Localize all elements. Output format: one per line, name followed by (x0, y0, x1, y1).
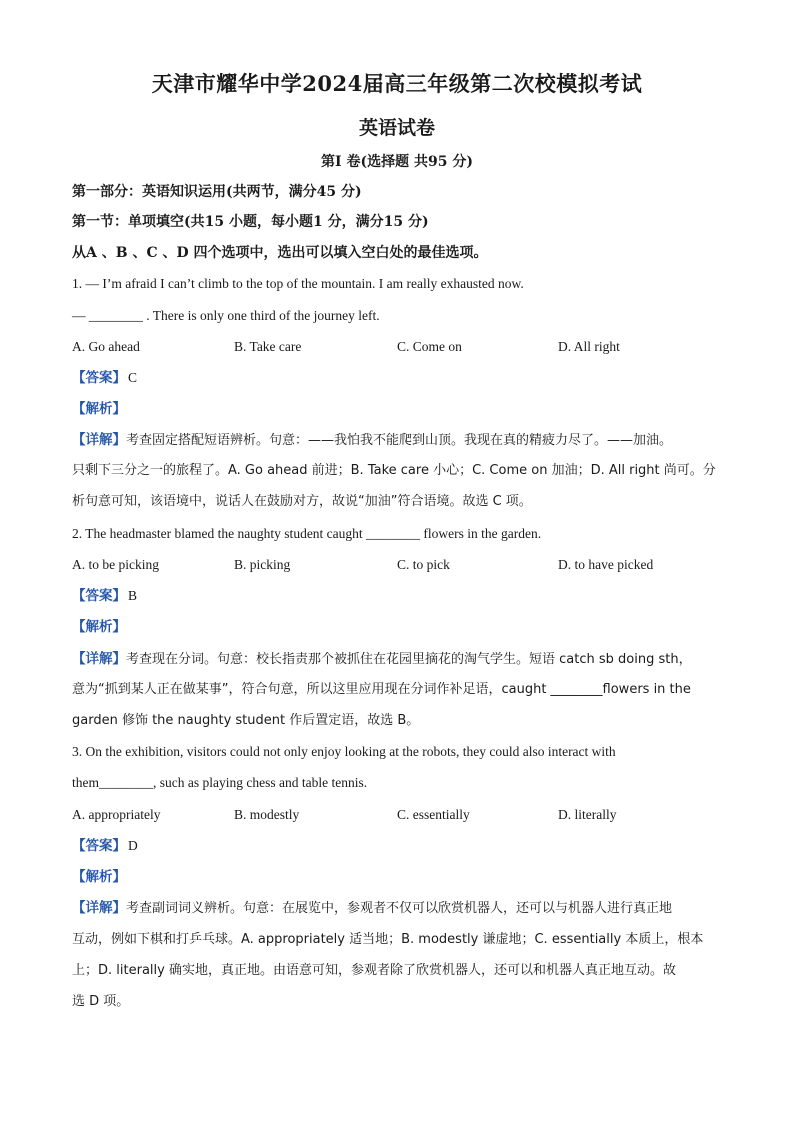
question-2-detail-line-2: 意为“抓到某人正在做某事”，符合句意，所以这里应用现在分词作补足语，caught ________flowers in the (72, 682, 691, 697)
question-3-option-d: D. literally (558, 807, 617, 822)
question-3-detail-line-3: 上；D. literally 确实地，真正地。由语意可知，参观者除了欣赏机器人，还可以和机器人真正地互动。故 (72, 963, 676, 978)
question-1-answer-row (72, 368, 732, 388)
question-3-answer: D (128, 838, 138, 853)
instruction-text: 从A 、B 、C 、D 四个选项中，选出可以填入空白处的最佳选项。 (72, 245, 488, 261)
exam-title: 天津市耀华中学2024届高三年级第二次校模拟考试 (151, 71, 643, 96)
question-1-detail-line-2: 只剩下三分之一的旅程了。A. Go ahead 前进；B. Take care 小心；C. Come on 加油；D. All right 尚可。分 (72, 463, 716, 478)
question-2-option-c: C. to pick (397, 557, 450, 572)
question-3-stem-line-2: them________, such as playing chess and table tennis. (72, 775, 368, 790)
question-2-detail-line-1: 【详解】考查现在分词。句意：校长指责那个被抓住在花园里摘花的淘气学生。短语 catch sb doing sth， (72, 651, 692, 667)
question-1-answer: C (128, 370, 138, 385)
question-2-option-a: A. to be picking (72, 557, 159, 572)
question-2-answer-row (72, 586, 732, 606)
question-3-stem-line-1: 3. On the exhibition, visitors could not only enjoy looking at the robots, they could also interact with (72, 744, 616, 759)
question-1-detail-line-1: 【详解】考查固定搭配短语辨析。句意：——我怕我不能爬到山顶。我现在真的精疲力尽了。——加油。 (72, 432, 673, 448)
question-2-answer: B (128, 588, 138, 603)
question-3-answer-row (72, 836, 732, 856)
question-3-detail-line-4: 选 D 项。 (72, 994, 130, 1009)
question-3-option-c: C. essentially (397, 807, 470, 822)
question-1-option-c: C. Come on (397, 339, 462, 354)
question-1-stem-line-1: 1. — I’m afraid I can’t climb to the top of the mountain. I am really exhausted now. (72, 276, 524, 291)
answer-label: 【答案】 (72, 838, 126, 854)
question-3-detail-line-2: 互动，例如下棋和打乒乓球。A. appropriately 适当地；B. modestly 谦虚地；C. essentially 本质上，根本 (72, 932, 704, 947)
question-3-option-b: B. modestly (234, 807, 300, 822)
question-3-option-a: A. appropriately (72, 807, 161, 822)
question-1-analysis-row (72, 399, 732, 419)
question-1-option-b: B. Take care (234, 339, 302, 354)
question-2-analysis-row (72, 617, 732, 637)
answer-label: 【答案】 (72, 370, 126, 386)
detail-label: 【详解】 (72, 900, 126, 916)
question-3-analysis-row (72, 867, 732, 887)
analysis-label: 【解析】 (72, 619, 126, 635)
analysis-label: 【解析】 (72, 401, 126, 417)
question-2-option-d: D. to have picked (558, 557, 654, 572)
question-2-option-b: B. picking (234, 557, 291, 572)
question-1-option-a: A. Go ahead (72, 339, 140, 354)
subsection-heading: 第一节：单项填空(共15 小题，每小题1 分，满分15 分) (72, 214, 429, 230)
part-heading: 第一部分：英语知识运用(共两节，满分45 分) (72, 184, 362, 200)
question-1-stem-line-2: — ________ . There is only one third of the journey left. (72, 308, 380, 323)
question-2-stem-line-1: 2. The headmaster blamed the naughty student caught ________ flowers in the garden. (72, 526, 542, 541)
detail-label: 【详解】 (72, 651, 126, 667)
question-1-detail-line-3: 析句意可知，该语境中，说话人在鼓励对方，故说“加油”符合语境。故选 C 项。 (72, 494, 532, 509)
section-title: 第I 卷(选择题 共95 分) (321, 154, 473, 170)
analysis-label: 【解析】 (72, 869, 126, 885)
detail-label: 【详解】 (72, 432, 126, 448)
question-2-detail-line-3: garden 修饰 the naughty student 作后置定语，故选 B。 (72, 713, 420, 728)
answer-label: 【答案】 (72, 588, 126, 604)
subject-title: 英语试卷 (358, 117, 435, 139)
question-3-detail-line-1: 【详解】考查副词词义辨析。句意：在展览中，参观者不仅可以欣赏机器人，还可以与机器人进行真正地 (72, 900, 673, 916)
question-1-option-d: D. All right (558, 339, 620, 354)
